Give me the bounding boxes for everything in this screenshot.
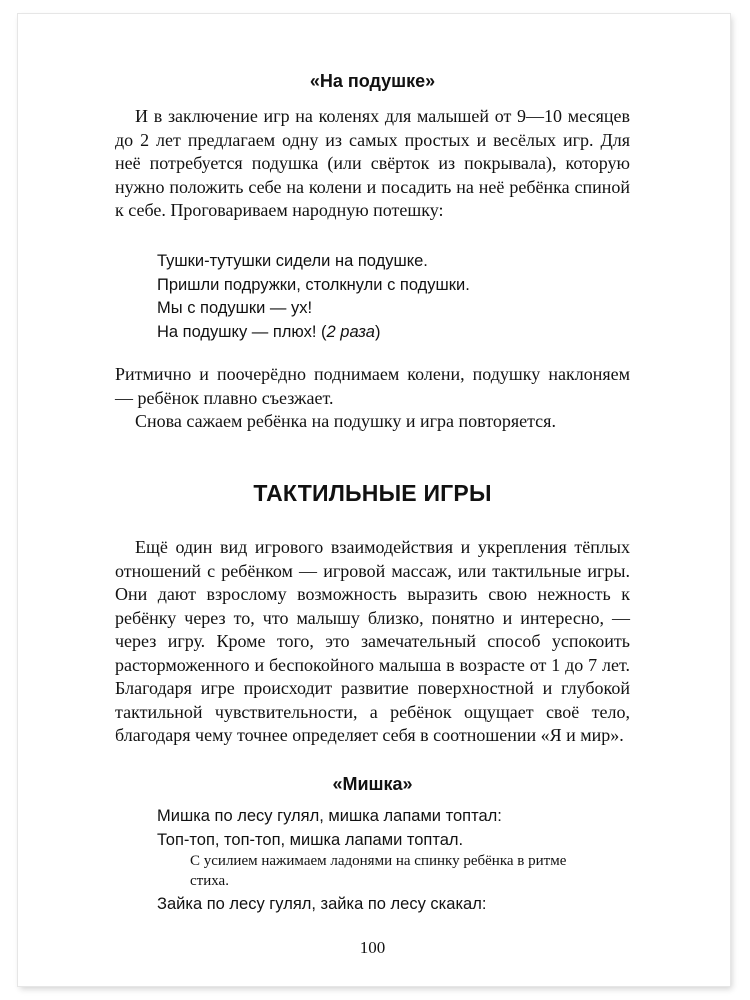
verse-line: Топ-топ, топ-топ, мишка лапами топтал. — [157, 830, 464, 849]
subsection-heading-mishka: «Мишка» — [332, 774, 413, 794]
page-number: 100 — [359, 938, 386, 957]
verse-close-paren: ) — [374, 322, 381, 341]
verse-line: Мишка по лесу гулял, мишка лапами топтал: — [157, 807, 502, 825]
verse-line-last — [157, 321, 617, 345]
instruction-note: С усилием нажимаем ладонями на спинку ребёнка в ритме стиха. — [190, 853, 567, 889]
verse-line: Зайка по лесу гулял, зайка по лесу скакал: — [157, 895, 487, 913]
repeat-paragraph: Снова сажаем ребёнка на подушку и игра повторяется. — [135, 411, 556, 431]
rhythm-paragraph: Ритмично и поочерёдно поднимаем колени, подушку наклоняем — ребёнок плавно съезжает. — [115, 364, 630, 408]
tactile-games-paragraph: Ещё один вид игрового взаимодействия и укрепления тёплых отношений с ребёнком — игровой массаж, или тактильные игры. Они дают взрослому возможность выразить свою нежность к ребёнку через то, что малышу близко, понятно и интересно, — через игру. Кроме того, это замечательный способ успокоить расторможенного и беспокойного малыша в возрасте от 1 до 7 лет. Благодаря игре происходит развитие поверхностной и глубокой тактильной чувствительности, а ребёнок ощущает своё тело, благодаря чему точнее определяет себя в соотношении «Я и мир». — [115, 537, 630, 745]
section-heading-tactile-games: ТАКТИЛЬНЫЕ ИГРЫ — [253, 480, 492, 506]
verse-block-3 — [157, 893, 627, 917]
verse-block-2 — [157, 805, 627, 852]
intro-paragraph: И в заключение игр на коленях для малышей от 9—10 месяцев до 2 лет предлагаем одну из самых простых и весёлых игр. Для неё потребуется подушка (или свёрток из покрывала), которую нужно положить себе на колени и посадить на неё ребёнка спиной к себе. Проговариваем народную потешку: — [115, 106, 630, 220]
verse-line: Пришли подружки, столкнули с подушки. — [157, 275, 470, 294]
verse-line: Мы с подушки — ух! — [157, 299, 313, 317]
book-page — [18, 14, 730, 986]
verse-italic-note: 2 раза — [326, 322, 375, 341]
verse-block-1 — [157, 250, 617, 344]
subsection-heading-na-podushke: «На подушке» — [309, 71, 436, 91]
verse-line: Тушки-тутушки сидели на подушке. — [157, 252, 428, 270]
verse-text: На подушку — плюх! ( — [157, 322, 327, 341]
